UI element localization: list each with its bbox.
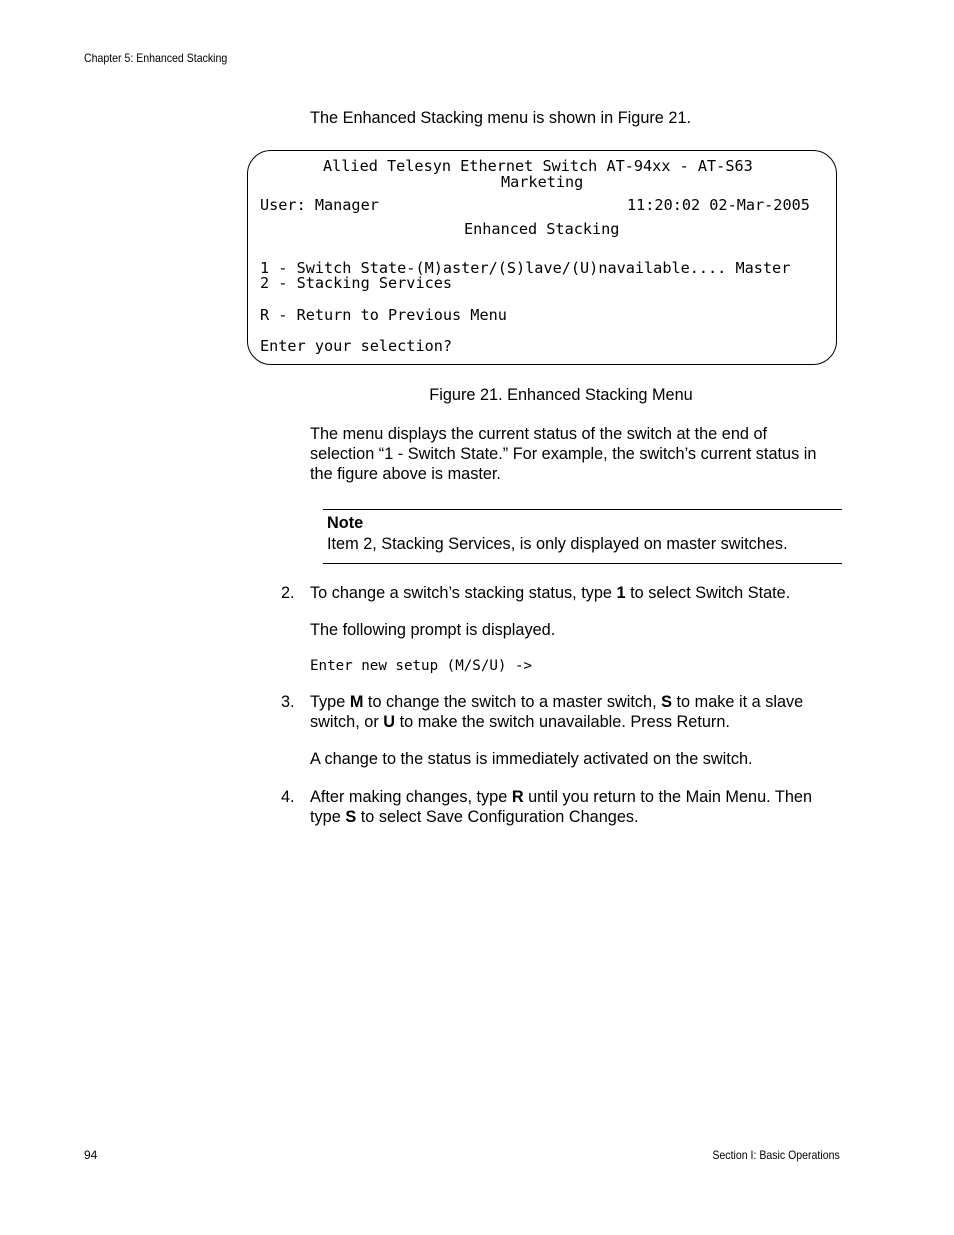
page-number: 94 bbox=[84, 1148, 98, 1162]
step4-text bbox=[310, 787, 845, 827]
note-title: Note bbox=[327, 514, 364, 532]
step4-line bbox=[310, 807, 845, 827]
running-header: Chapter 5: Enhanced Stacking bbox=[84, 51, 228, 65]
terminal-menu-title: Enhanced Stacking bbox=[464, 220, 620, 238]
step-text: to make it a slave bbox=[672, 693, 804, 711]
terminal-subtitle: Marketing bbox=[501, 173, 584, 191]
step-text: type bbox=[310, 808, 346, 826]
intro-paragraph: The Enhanced Stacking menu is shown in Figure 21. bbox=[310, 109, 692, 127]
terminal-user: User: Manager bbox=[260, 196, 379, 214]
terminal-prompt[interactable]: Enter your selection? bbox=[260, 337, 453, 355]
terminal-datetime: 11:20:02 02-Mar-2005 bbox=[627, 196, 810, 214]
step-text: to select Switch State. bbox=[625, 584, 791, 602]
step3-follow: A change to the status is immediately activated on the switch. bbox=[310, 750, 753, 768]
step-text: switch, or bbox=[310, 713, 384, 731]
step-text: until you return to the Main Menu. Then bbox=[523, 788, 812, 806]
terminal-title: Allied Telesyn Ethernet Switch AT-94xx - AT-S63 bbox=[323, 157, 753, 175]
menu-item-return[interactable]: R - Return to Previous Menu bbox=[260, 306, 507, 324]
status-paragraph bbox=[310, 424, 845, 484]
step2-follow: The following prompt is displayed. bbox=[310, 621, 556, 639]
step3-text bbox=[310, 692, 845, 732]
key-label: S bbox=[345, 808, 357, 826]
figure-caption: Figure 21. Enhanced Stacking Menu bbox=[429, 386, 693, 404]
key-label: 1 bbox=[616, 584, 626, 602]
step-text: Type bbox=[310, 693, 350, 711]
key-label: U bbox=[383, 713, 396, 731]
step-text: After making changes, type bbox=[310, 788, 512, 806]
step-text: to select Save Configuration Changes. bbox=[356, 808, 639, 826]
note-text: Item 2, Stacking Services, is only displayed on master switches. bbox=[327, 535, 788, 553]
step3-line bbox=[310, 712, 845, 732]
step4-line bbox=[310, 787, 845, 807]
key-label: R bbox=[511, 788, 524, 806]
note-box bbox=[323, 509, 842, 564]
status-paragraph-line: The menu displays the current status of the switch at the end of bbox=[310, 425, 768, 443]
key-label: S bbox=[661, 693, 672, 711]
terminal-screen bbox=[247, 150, 837, 365]
key-label: M bbox=[349, 693, 364, 711]
step-text: to change the switch to a master switch, bbox=[363, 693, 662, 711]
step-number: 4. bbox=[281, 788, 295, 806]
step-text: to make the switch unavailable. Press Return. bbox=[395, 713, 730, 731]
status-paragraph-line: the figure above is master. bbox=[310, 465, 501, 483]
status-paragraph-line: selection “1 - Switch State.” For example, the switch’s current status in bbox=[310, 445, 817, 463]
setup-prompt-code: Enter new setup (M/S/U) -> bbox=[310, 658, 533, 674]
running-footer: Section I: Basic Operations bbox=[712, 1148, 840, 1162]
step2-text bbox=[310, 583, 845, 603]
step3-line bbox=[310, 692, 845, 712]
step-text: To change a switch’s stacking status, type bbox=[310, 584, 617, 602]
menu-item-switch-state[interactable]: 1 - Switch State-(M)aster/(S)lave/(U)navailable.... Master bbox=[260, 259, 791, 277]
menu-item-stacking-services[interactable]: 2 - Stacking Services bbox=[260, 274, 453, 292]
step-number: 3. bbox=[281, 693, 295, 711]
step-number: 2. bbox=[281, 584, 295, 602]
